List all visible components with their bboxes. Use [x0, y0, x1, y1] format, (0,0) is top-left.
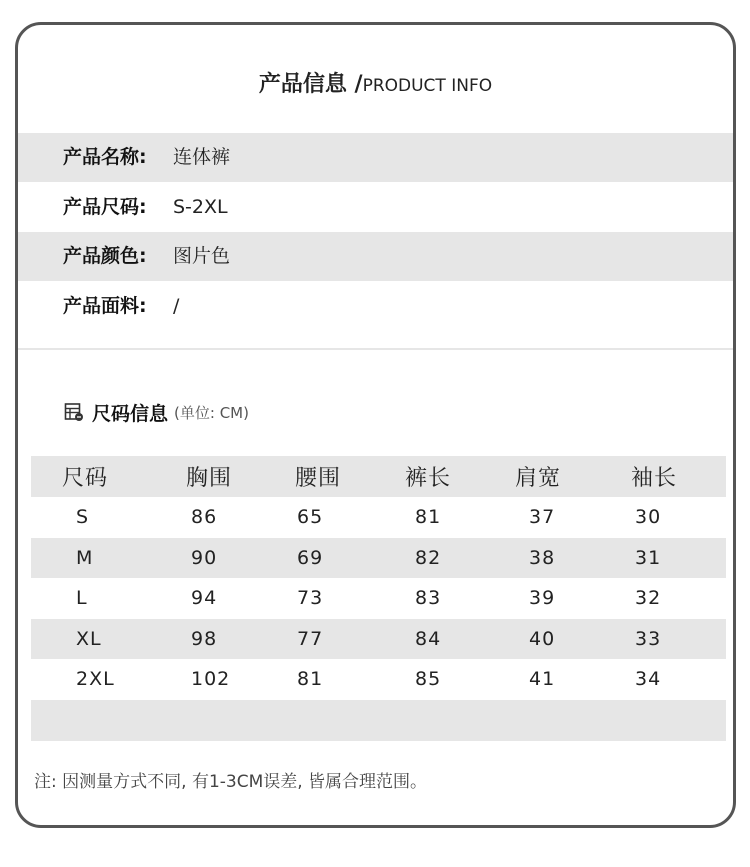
table-cell: 33: [635, 627, 662, 650]
table-header-row: [31, 456, 726, 497]
table-cell: 85: [415, 668, 442, 691]
table-cell: 32: [635, 587, 662, 610]
table-cell: 90: [191, 546, 218, 569]
table-cell: 82: [415, 546, 442, 569]
info-label: 产品尺码:: [63, 196, 147, 218]
table-cell: M: [76, 546, 94, 569]
table-row: [31, 578, 726, 619]
table-cell: 31: [635, 546, 662, 569]
table-cell: 94: [191, 587, 218, 610]
table-cell: 65: [297, 506, 324, 529]
table-cell: 81: [297, 668, 324, 691]
table-cell: XL: [76, 627, 102, 650]
table-cell: 40: [529, 627, 556, 650]
table-cell: 81: [415, 506, 442, 529]
table-cell: 73: [297, 587, 324, 610]
info-label: 产品名称:: [63, 146, 147, 168]
table-cell: 38: [529, 546, 556, 569]
size-unit: (单位: CM): [174, 403, 249, 422]
info-row-name: [18, 133, 733, 182]
table-cell: 69: [297, 546, 324, 569]
table-cell: 41: [529, 668, 556, 691]
product-info-card: [15, 22, 736, 828]
table-row: [31, 619, 726, 660]
size-table: [31, 456, 726, 700]
table-cell: 83: [415, 587, 442, 610]
table-cell: S: [76, 506, 90, 529]
measurement-note: 注: 因测量方式不同, 有1-3CM误差, 皆属合理范围。: [34, 772, 428, 792]
table-header-cell: 袖长: [631, 466, 678, 491]
table-cell: 37: [529, 506, 556, 529]
table-row: [31, 497, 726, 538]
table-row: [31, 659, 726, 700]
size-section-title: 尺码信息: [92, 402, 169, 425]
table-header-cell: 肩宽: [515, 466, 562, 491]
table-header-cell: 裤长: [405, 466, 452, 491]
info-label: 产品颜色:: [63, 245, 147, 267]
table-cell: 34: [635, 668, 662, 691]
info-value: S-2XL: [173, 196, 228, 218]
table-icon: [64, 402, 84, 422]
section-divider: [18, 348, 733, 350]
info-row-size: [18, 183, 733, 232]
title-en: PRODUCT INFO: [362, 76, 493, 96]
table-cell: 102: [191, 668, 231, 691]
title-cn: 产品信息 /: [258, 72, 363, 97]
size-section-header: [64, 398, 249, 426]
table-header-cell: 尺码: [62, 466, 109, 491]
table-cell: 86: [191, 506, 218, 529]
table-header-cell: 腰围: [295, 466, 342, 491]
info-value: 图片色: [173, 245, 231, 267]
table-cell: 2XL: [76, 668, 115, 691]
info-row-color: [18, 232, 733, 281]
table-cell: 84: [415, 627, 442, 650]
info-value: 连体裤: [173, 146, 231, 168]
table-cell: L: [76, 587, 88, 610]
info-label: 产品面料:: [63, 295, 147, 317]
table-row: [31, 538, 726, 579]
info-value: /: [173, 295, 180, 317]
table-cell: 98: [191, 627, 218, 650]
table-cell: 30: [635, 506, 662, 529]
info-row-fabric: [18, 282, 733, 331]
table-cell: 77: [297, 627, 324, 650]
page-title: [18, 67, 733, 98]
table-cell: 39: [529, 587, 556, 610]
empty-table-row: [31, 700, 726, 741]
table-header-cell: 胸围: [186, 466, 233, 491]
